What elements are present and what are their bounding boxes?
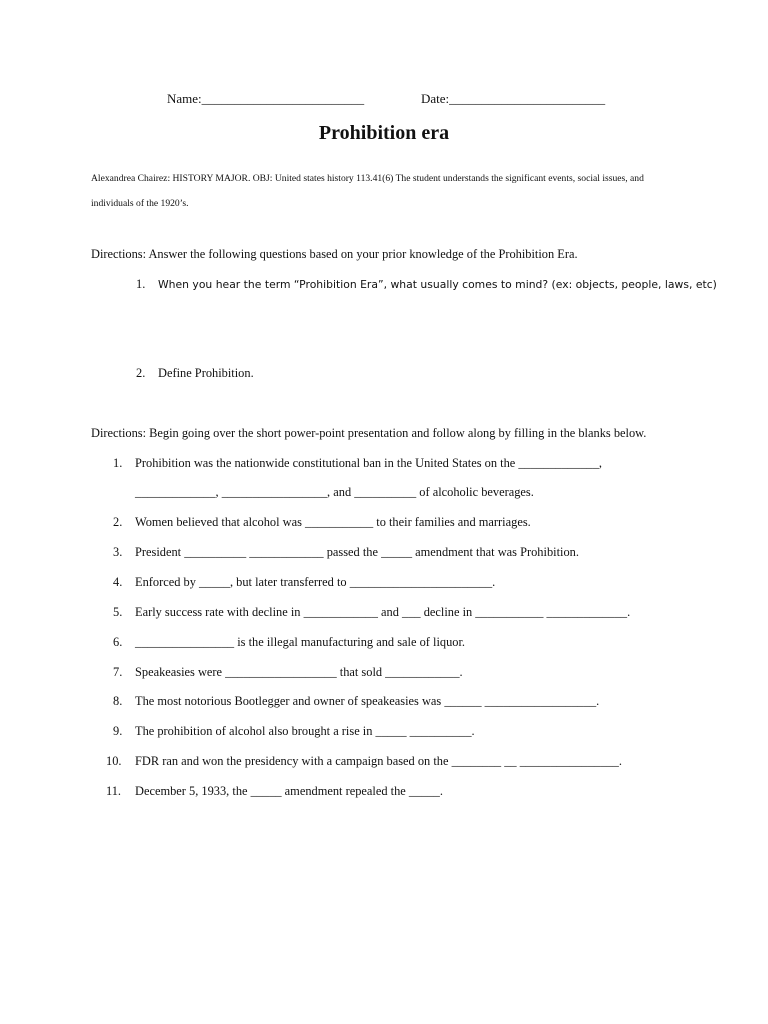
item-text: The most notorious Bootlegger and owner of speakeasies was ______ __________________.	[135, 694, 600, 708]
item-number: 5.	[113, 605, 123, 619]
item-text: Women believed that alcohol was ___________ to their families and marriages.	[135, 515, 531, 529]
page-title: Prohibition era	[318, 122, 450, 144]
item-number: 10.	[106, 754, 122, 768]
item-text: Enforced by _____, but later transferred to _______________________.	[135, 575, 496, 589]
objective-line-1: Alexandrea Chairez: HISTORY MAJOR. OBJ: United states history 113.41(6) The student understands the significant events, social issues, and	[91, 173, 644, 184]
item-text: FDR ran and won the presidency with a campaign based on the ________ __ ________________.	[135, 754, 622, 768]
directions-prior-knowledge: Directions: Answer the following questions based on your prior knowledge of the Prohibition Era.	[91, 247, 578, 261]
date-field-label: Date:________________________	[421, 91, 606, 106]
question-number: 2.	[136, 366, 146, 380]
directions-fill-in-blanks: Directions: Begin going over the short power-point presentation and follow along by filling in the blanks below.	[91, 426, 647, 440]
item-text: December 5, 1933, the _____ amendment repealed the _____.	[135, 784, 443, 798]
item-number: 9.	[113, 724, 123, 738]
item-number: 8.	[113, 694, 123, 708]
question-number: 1.	[136, 277, 146, 291]
item-text: Early success rate with decline in ____________ and ___ decline in ___________ _____________.	[135, 605, 631, 619]
item-number: 7.	[113, 665, 123, 679]
objective-line-2: individuals of the 1920’s.	[91, 198, 189, 209]
question-text: Define Prohibition.	[158, 366, 254, 380]
header-row	[0, 91, 768, 111]
question-text: When you hear the term “Prohibition Era”, what usually comes to mind? (ex: objects, people, laws, etc)	[158, 278, 717, 291]
objective-statement	[91, 166, 691, 216]
item-number: 2.	[113, 515, 123, 529]
item-number: 3.	[113, 545, 123, 559]
item-text: _____________, _________________, and __________ of alcoholic beverages.	[135, 485, 534, 499]
item-number: 1.	[113, 456, 123, 470]
item-text: Speakeasies were __________________ that sold ____________.	[135, 665, 463, 679]
item-number: 6.	[113, 635, 123, 649]
item-text: The prohibition of alcohol also brought a rise in _____ __________.	[135, 724, 475, 738]
item-text: ________________ is the illegal manufacturing and sale of liquor.	[135, 635, 466, 649]
item-number: 11.	[106, 784, 122, 798]
item-text: President __________ ____________ passed the _____ amendment that was Prohibition.	[135, 545, 579, 559]
item-number: 4.	[113, 575, 123, 589]
item-text: Prohibition was the nationwide constitutional ban in the United States on the _____________,	[135, 456, 603, 470]
name-field-label: Name:_________________________	[167, 91, 365, 106]
